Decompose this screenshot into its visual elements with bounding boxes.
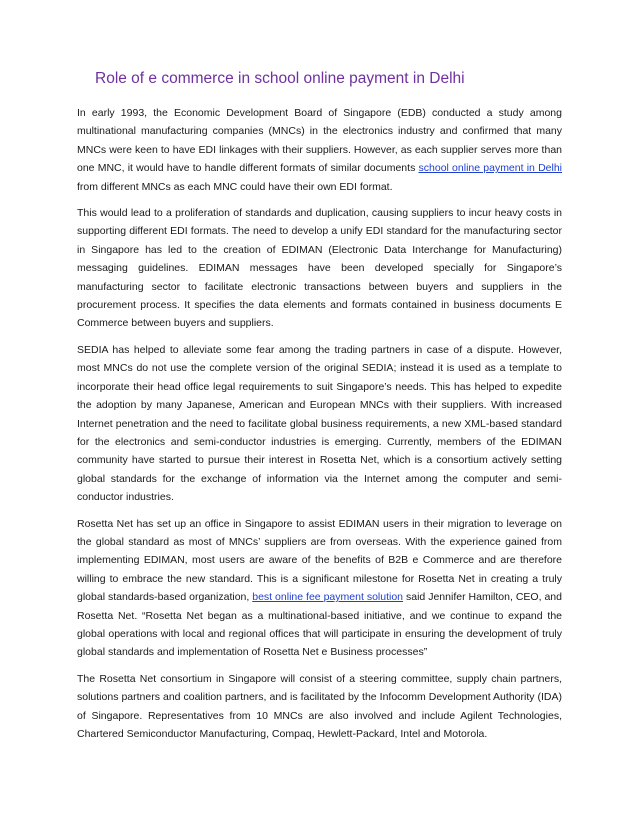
school-online-payment-link[interactable]: school online payment in Delhi — [418, 162, 562, 175]
fee-payment-solution-link[interactable]: best online fee payment solution — [252, 591, 404, 604]
paragraph-2: This would lead to a proliferation of standards and duplication, causing suppliers to incur heavy costs in supporting different EDI formats. The need to develop a unify EDI standard for the manufacturing sector in Singapore has led to the creation of EDIMAN (Electronic Data Interchange for Manufacturing) messaging guidelines. EDIMAN messages have been developed specially for Singapore’s manufacturing sector to facilitate electronic transactions between buyers and suppliers in the procurement process. It specifies the data elements and formats contained in business documents E Commerce between buyers and suppliers. — [77, 207, 562, 330]
paragraph-5: The Rosetta Net consortium in Singapore will consist of a steering committee, supply chain partners, solutions partners and coalition partners, and is facilitated by the Infocomm Development Authority (IDA) of Singapore. Representatives from 10 MNCs are also involved and include Agilent Technologies, Chartered Semiconductor Manufacturing, Compaq, Hewlett-Packard, Intel and Motorola. — [77, 672, 562, 740]
paragraph-4-text-start: Rosetta Net has set up an office in Singapore to assist EDIMAN users in their migration to leverage on the global standard as most of MNCs’ suppliers are from overseas. With the experience gained from implementing EDIMAN, most users are aware of the benefits of B2B e Commerce and are therefore willing to embrace the new standard. This is a significant milestone for Rosetta Net in creating a truly global standards-based organization, — [77, 517, 562, 604]
paragraph-1-text-end: from different MNCs as each MNC could have their own EDI format. — [77, 180, 393, 193]
paragraph-1 — [77, 104, 562, 196]
document-body — [77, 104, 562, 751]
paragraph-4-text-end: said Jennifer Hamilton, CEO, and Rosetta Net. “Rosetta Net began as a multinational-based initiative, and we continue to expand the global operations with local and regional offices that will participate in ensuring the development of truly global standards and implementation of Rosetta Net e Business processes” — [77, 591, 562, 659]
page-title: Role of e commerce in school online payment in Delhi — [95, 70, 465, 87]
paragraph-3: SEDIA has helped to alleviate some fear among the trading partners in case of a dispute. However, most MNCs do not use the complete version of the original SEDIA; instead it is used as a template to incorporate their head office legal requirements to suit Singapore’s needs. This has helped to expedite the adoption by many Japanese, American and European MNCs with their suppliers. With increased Internet penetration and the need to facilitate global business requirements, a new XML-based standard for the electronics and semi-conductor industries is emerging. Currently, members of the EDIMAN community have started to pursue their interest in Rosetta Net, which is a consortium actively setting global standards for the exchange of information via the Internet among the computer and semi-conductor industries. — [77, 343, 562, 504]
paragraph-1-text-start: In early 1993, the Economic Development Board of Singapore (EDB) conducted a study among multinational manufacturing companies (MNCs) in the electronics industry and confirmed that many MNCs were keen to have EDI linkages with their suppliers. However, as each supplier serves more than one MNC, it would have to handle different formats of similar documents — [77, 107, 562, 175]
paragraph-4 — [77, 515, 562, 662]
